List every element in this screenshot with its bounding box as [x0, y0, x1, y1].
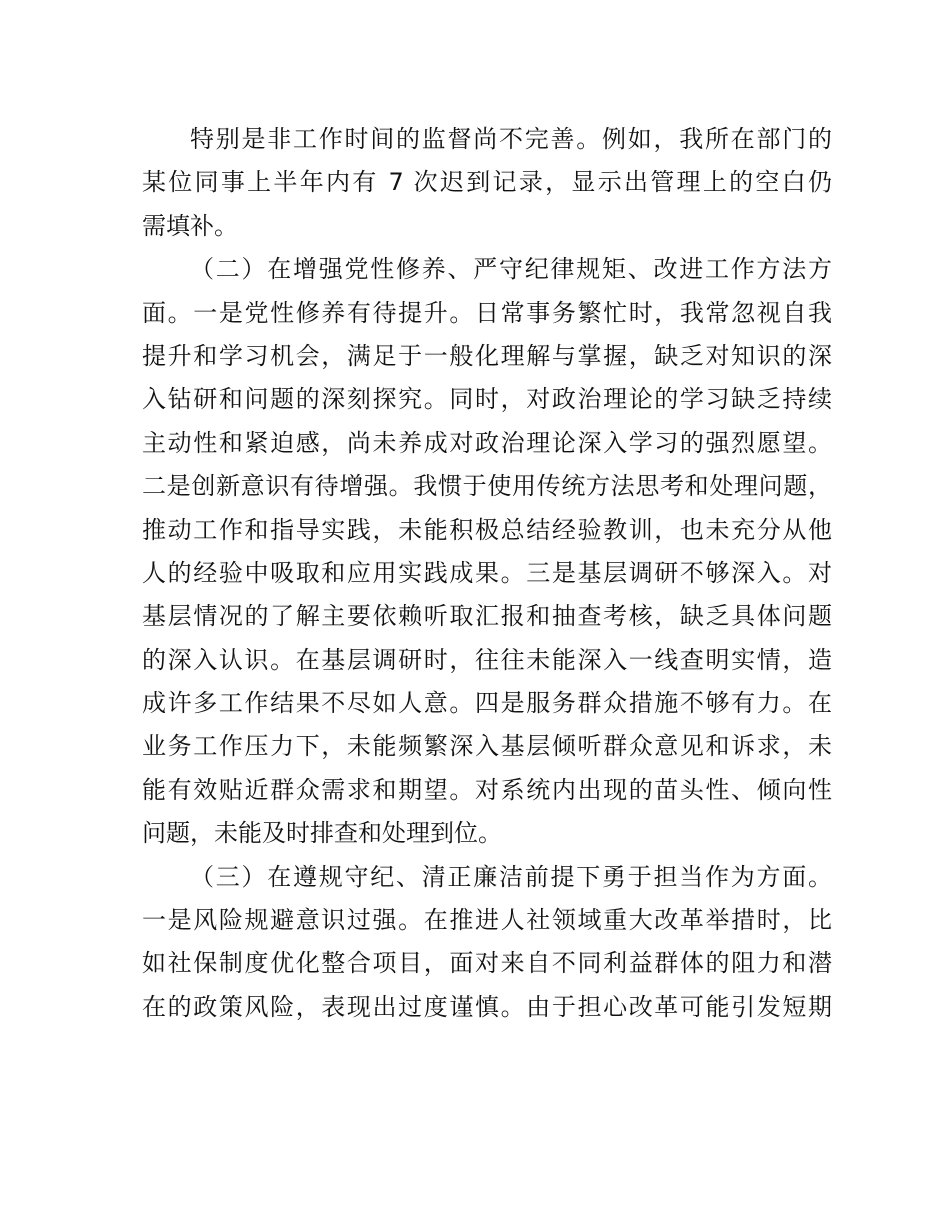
paragraph-2-line-8: 人的经验中吸取和应用实践成果。三是基层调研不够深入。对 [142, 558, 832, 587]
document-body [142, 118, 832, 1029]
paragraph-2-line-2: 面。一是党性修养有待提升。日常事务繁忙时，我常忽视自我 [142, 298, 832, 327]
paragraph-2-line-9: 基层情况的了解主要依赖听取汇报和抽查考核，缺乏具体问题 [142, 602, 832, 631]
paragraph-2-line-1: （二）在增强党性修养、严守纪律规矩、改进工作方法方 [190, 255, 832, 284]
paragraph-2-line-13: 能有效贴近群众需求和期望。对系统内出现的苗头性、倾向性 [142, 775, 832, 804]
paragraph-1-line-3: 需填补。 [142, 211, 238, 240]
paragraph-3-line-1: （三）在遵规守纪、清正廉洁前提下勇于担当作为方面。 [190, 862, 832, 891]
paragraph-3-line-3: 如社保制度优化整合项目，面对来自不同利益群体的阻力和潜 [142, 949, 832, 978]
paragraph-2-line-3: 提升和学习机会，满足于一般化理解与掌握，缺乏对知识的深 [142, 341, 832, 370]
paragraph-2-line-11: 成许多工作结果不尽如人意。四是服务群众措施不够有力。在 [142, 689, 832, 718]
paragraph-2-line-10: 的深入认识。在基层调研时，往往未能深入一线查明实情，造 [142, 645, 832, 674]
paragraph-2-line-5: 主动性和紧迫感，尚未养成对政治理论深入学习的强烈愿望。 [142, 428, 832, 457]
paragraph-1-line-1: 特别是非工作时间的监督尚不完善。例如，我所在部门的 [190, 125, 832, 153]
paragraph-2-line-12: 业务工作压力下，未能频繁深入基层倾听群众意见和诉求，未 [142, 732, 832, 761]
paragraph-3-line-2: 一是风险规避意识过强。在推进人社领域重大改革举措时，比 [142, 906, 832, 935]
paragraph-2-line-14: 问题，未能及时排查和处理到位。 [142, 819, 502, 848]
paragraph-2-line-4: 入钻研和问题的深刻探究。同时，对政治理论的学习缺乏持续 [142, 385, 832, 414]
paragraph-2-line-6: 二是创新意识有待增强。我惯于使用传统方法思考和处理问题， [142, 472, 832, 501]
paragraph-3-line-4: 在的政策风险，表现出过度谨慎。由于担心改革可能引发短期 [142, 992, 832, 1021]
paragraph-2-line-7: 推动工作和指导实践，未能积极总结经验教训，也未充分从他 [142, 515, 832, 544]
paragraph-1-line-2: 某位同事上半年内有 7 次迟到记录，显示出管理上的空白仍 [142, 168, 832, 197]
